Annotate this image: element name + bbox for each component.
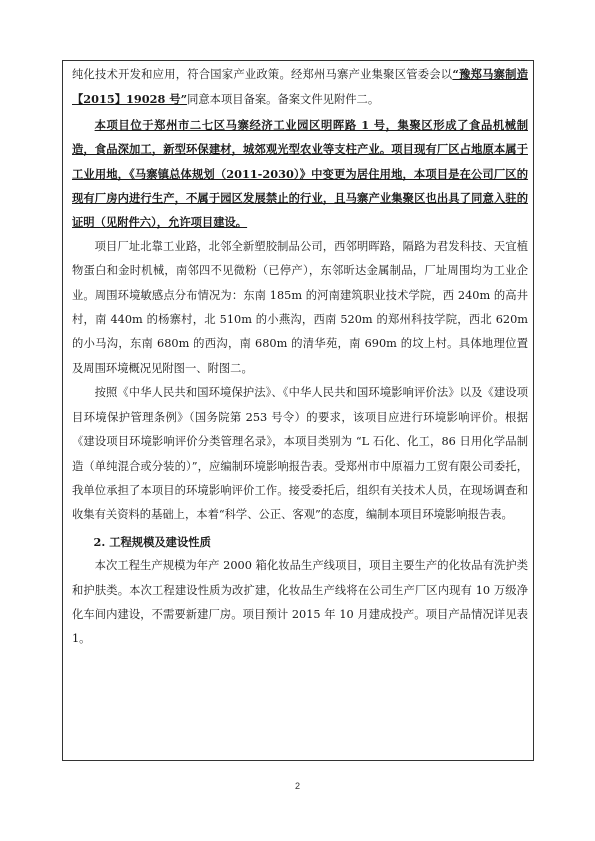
document-body — [72, 62, 528, 652]
paragraph-surroundings: 项目厂址北靠工业路，北邻全新塑胶制品公司，西邻明晖路，隔路为君发科技、天宜植物蛋白和金时机械，南邻四不见微粉（已停产），东邻昕达金属制品，厂址周围均为工业企业。周围环境敏感点分布情况为：东南 185m 的河南建筑职业技术学院，西 240m 的高井村，南 440m 的杨寨村，北 510m 的小燕沟，西南 520m 的郑州科技学院，西北 620m 的小马沟，东南 680m 的西沟，南 680m 的清华苑，南 690m 的坟上村。具体地理位置及周围环境概况见附图一、附图二。 — [72, 239, 528, 375]
paragraph-scale: 本次工程生产规模为年产 2000 箱化妆品生产线项目，项目主要生产的化妆品有洗护类和护肤类。本次工程建设性质为改扩建，化妆品生产线将在公司生产厂区内现有 10 万级净化车间内建设，不需要新建厂房。项目预计 2015 年 10 月建成投产。项目产品情况详见表 1。 — [72, 559, 528, 646]
paragraph-location: 本项目位于郑州市二七区马寨经济工业园区明晖路 1 号，集聚区形成了食品机械制造，食品深加工，新型环保建材，城郊观光型农业等支柱产业。项目现有厂区占地原本属于工业用地，《马寨镇总体规划（2011-2030）》中变更为居住用地，本项目是在公司厂区的现有厂房内进行生产，不属于园区发展禁止的行业，且马寨产业集聚区也出具了同意入驻的证明（见附件六），允许项目建设。 — [72, 117, 528, 230]
page-number: 2 — [294, 781, 300, 791]
paragraph-regulations: 按照《中华人民共和国环境保护法》、《中华人民共和国环境影响评价法》以及《建设项目环境保护管理条例》（国务院第 253 号令）的要求，该项目应进行环境影响评价。根据《建设项目环境影响评价分类管理名录》，本项目类别为 “L 石化、化工，86 日用化学品制造（单纯混合或分装的）”，应编制环境影响报告表。受郑州市中原福力工贸有限公司委托，我单位承担了本项目的环境影响评价工作。接受委托后，组织有关技术人员，在现场调查和收集有关资料的基础上，本着“科学、公正、客观”的态度，编制本项目环境影响报告表。 — [72, 386, 528, 522]
policy-text: 纯化技术开发和应用，符合国家产业政策。经郑州马寨产业集聚区管委会以 — [72, 68, 453, 81]
filing-number: “豫郑马寨制造【2015】19028 号” — [72, 67, 528, 107]
filing-note: 同意本项目备案。备案文件见附件二。 — [187, 93, 380, 107]
paragraph-policy — [72, 62, 528, 113]
section-heading: 2. 工程规模及建设性质 — [93, 534, 211, 549]
